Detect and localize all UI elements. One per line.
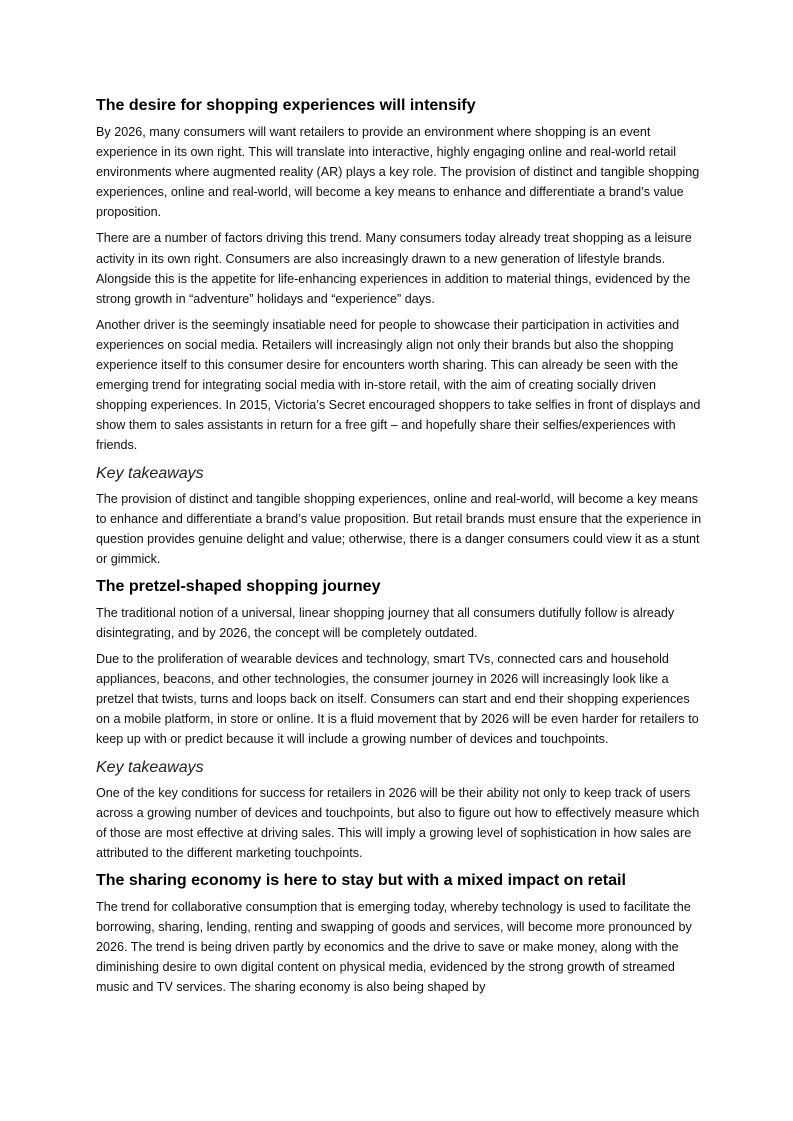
body-paragraph: By 2026, many consumers will want retailers to provide an environment where shopping is an event experience in its own right. This will translate into interactive, highly engaging online and real-world retail environments where augmented reality (AR) plays a key role. The provision of distinct and tangible shopping experiences, online and real-world, will become a key means to enhance and differentiate a brand’s value proposition. — [96, 125, 700, 220]
body-paragraph: Due to the proliferation of wearable devices and technology, smart TVs, connected cars and household appliances, beacons, and other technologies, the consumer journey in 2026 will increasingly look like a pretzel that twists, turns and loops back on itself. Consumers can start and end their shopping experiences on a mobile platform, in store or online. It is a fluid movement that by 2026 will be even harder for retailers to keep up with or predict because it will include a growing number of devices and touchpoints. — [96, 652, 699, 747]
key-takeaways-paragraph: The provision of distinct and tangible shopping experiences, online and real-world, will become a key means to enhance and differentiate a brand’s value proposition. But retail brands must ensure that the experience in question provides genuine delight and value; otherwise, there is a danger consumers could view it as a stunt or gimmick. — [96, 491, 702, 566]
section-heading-pretzel-journey: The pretzel-shaped shopping journey — [96, 577, 381, 595]
key-takeaways-paragraph: One of the key conditions for success for retailers in 2026 will be their ability not only to keep track of users across a growing number of devices and touchpoints, but also to figure out how to effectively measure which of those are most effective at driving sales. This will imply a growing level of sophistication in how sales are attributed to the different marketing touchpoints. — [96, 785, 700, 860]
body-paragraph: The traditional notion of a universal, linear shopping journey that all consumers dutifully follow is already disintegrating, and by 2026, the concept will be completely outdated. — [96, 605, 675, 640]
key-takeaways-heading: Key takeaways — [96, 464, 204, 482]
body-paragraph: Another driver is the seemingly insatiable need for people to showcase their participation in activities and experiences on social media. Retailers will increasingly align not only their brands but also the shopping experience itself to this consumer desire for encounters worth sharing. This can already be seen with the emerging trend for integrating social media with in-store retail, with the aim of creating socially driven shopping experiences. In 2015, Victoria’s Secret encouraged shoppers to take selfies in front of displays and show them to sales assistants in return for a free gift – and hopefully share their selfies/experiences with friends. — [96, 317, 701, 453]
key-takeaways-heading: Key takeaways — [96, 758, 204, 776]
document-page — [96, 94, 702, 1003]
body-paragraph: There are a number of factors driving this trend. Many consumers today already treat shopping as a leisure activity in its own right. Consumers are also increasingly drawn to a new generation of lifestyle brands. Alongside this is the appetite for life-enhancing experiences in addition to material things, evidenced by the strong growth in “adventure” holidays and “experience” days. — [96, 231, 692, 306]
body-paragraph: The trend for collaborative consumption that is emerging today, whereby technology is used to facilitate the borrowing, sharing, lending, renting and swapping of goods and services, will become more pronounced by 2026. The trend is being driven partly by economics and the drive to save or make money, along with the diminishing desire to own digital content on physical media, evidenced by the strong growth of streamed music and TV services. The sharing economy is also being shaped by — [96, 899, 692, 995]
section-heading-sharing-economy: The sharing economy is here to stay but with a mixed impact on retail — [96, 871, 626, 889]
section-heading-shopping-experiences: The desire for shopping experiences will intensify — [96, 97, 476, 114]
